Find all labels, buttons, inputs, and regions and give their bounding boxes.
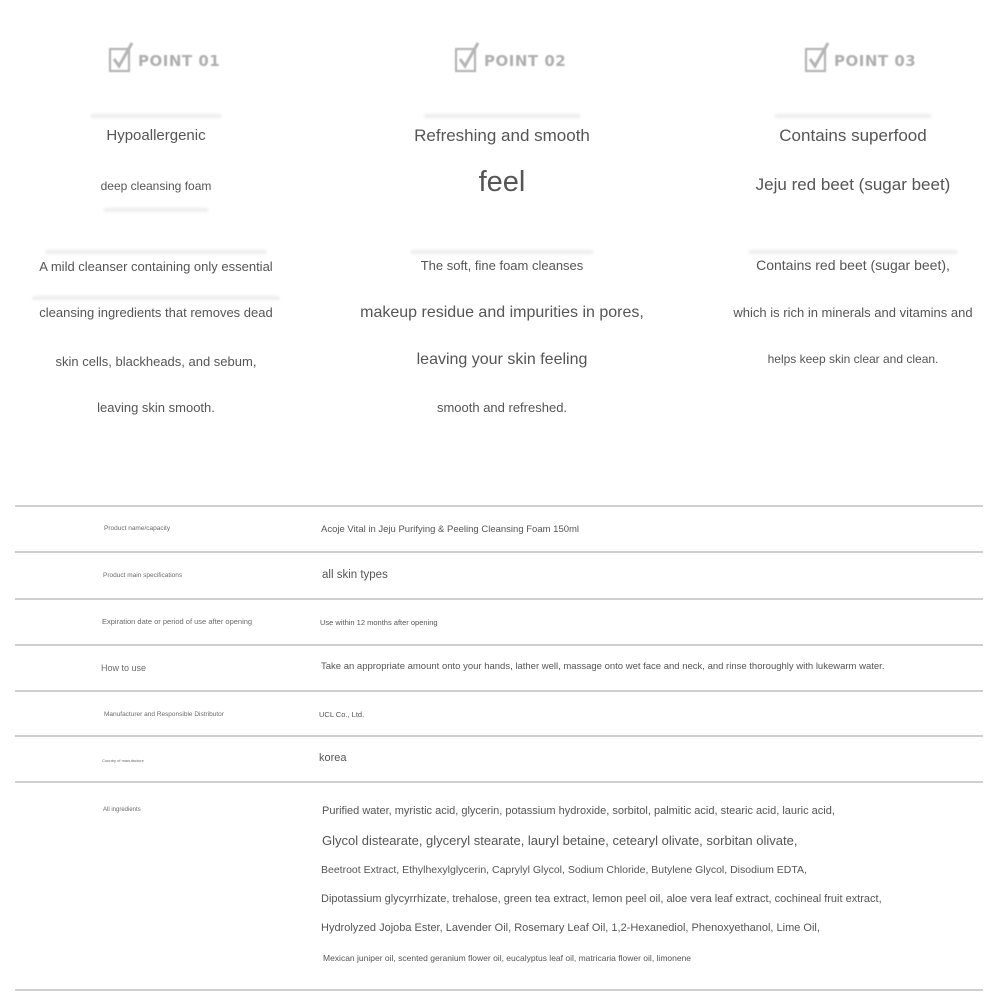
point-01-headline-line-1: Hypoallergenic: [106, 127, 206, 144]
table-divider: [15, 551, 983, 553]
ingredients-line-2: Glycol distearate, glyceryl stearate, lauryl betaine, cetearyl olivate, sorbitan olivate,: [322, 833, 798, 848]
ghost-text: ▬▬▬▬▬▬▬▬▬▬▬▬▬▬▬▬▬: [45, 242, 267, 257]
row-value: Acoje Vital in Jeju Purifying & Peeling Cleansing Foam 150ml: [321, 524, 580, 535]
point-02-column: [352, 0, 652, 470]
point-01-badge: [108, 40, 220, 74]
ingredients-line-6: Mexican juniper oil, scented geranium flower oil, eucalyptus leaf oil, matricaria flower oil, limonene: [323, 953, 692, 963]
ghost-text: ▬▬▬▬▬▬▬▬▬▬▬▬: [424, 106, 580, 121]
row-value: all skin types: [322, 569, 388, 581]
ghost-text: ▬▬▬▬▬▬▬▬▬▬▬▬▬▬▬▬▬▬▬: [32, 288, 280, 303]
row-label: How to use: [101, 663, 147, 673]
row-label: Product main specifications: [103, 572, 183, 579]
point-03-headline-line-2: Jeju red beet (sugar beet): [755, 175, 951, 194]
point-01-body-line-3: skin cells, blackheads, and sebum,: [55, 354, 257, 369]
ingredients-line-1: Purified water, myristic acid, glycerin, potassium hydroxide, sorbitol, palmitic acid, stearic acid, lauric acid,: [322, 805, 835, 817]
checkbox-checked-icon: [108, 40, 134, 74]
point-02-body-line-4: smooth and refreshed.: [436, 400, 568, 415]
point-03-body-line-3: helps keep skin clear and clean.: [767, 352, 939, 366]
ghost-text: ▬▬▬▬▬▬▬▬▬▬: [91, 106, 221, 121]
point-02-label: POINT 02: [484, 52, 567, 70]
point-02-body-line-3: leaving your skin feeling: [416, 351, 588, 368]
point-02-body-line-1: The soft, fine foam cleanses: [420, 258, 584, 273]
point-02-headline-line-1: Refreshing and smooth: [414, 126, 590, 145]
point-03-body-line-1: Contains red beet (sugar beet),: [756, 257, 950, 273]
table-divider: [15, 735, 983, 737]
point-01-column: [6, 0, 306, 470]
table-divider: [15, 598, 983, 600]
row-value: Use within 12 months after opening: [320, 618, 438, 627]
point-03-headline-line-1: Contains superfood: [779, 126, 927, 145]
ghost-text: ▬▬▬▬▬▬▬▬▬▬▬▬▬▬: [411, 242, 593, 257]
point-03-body-line-2: which is rich in minerals and vitamins and: [733, 305, 973, 320]
ghost-text: ▬▬▬▬▬▬▬▬: [104, 200, 208, 215]
point-01-headline-line-2: deep cleansing foam: [100, 179, 212, 193]
point-02-badge: [454, 40, 566, 74]
point-01-label: POINT 01: [138, 52, 221, 70]
point-03-column: [702, 0, 1000, 470]
ingredients-label: All ingredients: [103, 807, 141, 813]
row-label: Country of manufacture: [102, 758, 144, 763]
table-divider: [15, 690, 983, 692]
ingredients-line-5: Hydrolyzed Jojoba Ester, Lavender Oil, Rosemary Leaf Oil, 1,2-Hexanediol, Phenoxyethanol, Lime Oil,: [321, 922, 820, 934]
point-01-body-line-2: cleansing ingredients that removes dead: [39, 305, 273, 320]
point-02-headline-line-2: feel: [478, 166, 526, 198]
checkbox-checked-icon: [804, 40, 830, 74]
row-value: korea: [319, 752, 347, 764]
table-divider: [15, 505, 983, 507]
point-03-label: POINT 03: [834, 52, 917, 70]
row-value: Take an appropriate amount onto your hands, lather well, massage onto wet face and neck, and rinse thoroughly with lukewarm water.: [321, 661, 885, 672]
row-label: Manufacturer and Responsible Distributor: [104, 711, 224, 718]
table-divider: [15, 989, 983, 991]
point-01-body-line-4: leaving skin smooth.: [97, 400, 215, 415]
ghost-text: ▬▬▬▬▬▬▬▬▬▬▬▬: [775, 106, 931, 121]
ingredients-line-4: Dipotassium glycyrrhizate, trehalose, green tea extract, lemon peel oil, aloe vera leaf extract, cochineal fruit extract,: [321, 893, 882, 905]
checkbox-checked-icon: [454, 40, 480, 74]
table-divider: [15, 781, 983, 783]
point-02-body-line-2: makeup residue and impurities in pores,: [360, 304, 644, 321]
row-label: Expiration date or period of use after opening: [102, 617, 253, 626]
row-label: Product name/capacity: [104, 525, 171, 532]
table-divider: [15, 644, 983, 646]
ingredients-line-3: Beetroot Extract, Ethylhexylglycerin, Caprylyl Glycol, Sodium Chloride, Butylene Glycol, Disodium EDTA,: [321, 864, 807, 876]
point-01-body-line-1: A mild cleanser containing only essential: [39, 259, 273, 274]
ghost-text: ▬▬▬▬▬▬▬▬▬▬▬▬▬▬▬▬: [749, 242, 957, 257]
row-value: UCL Co., Ltd.: [319, 710, 365, 719]
point-03-badge: [804, 40, 916, 74]
